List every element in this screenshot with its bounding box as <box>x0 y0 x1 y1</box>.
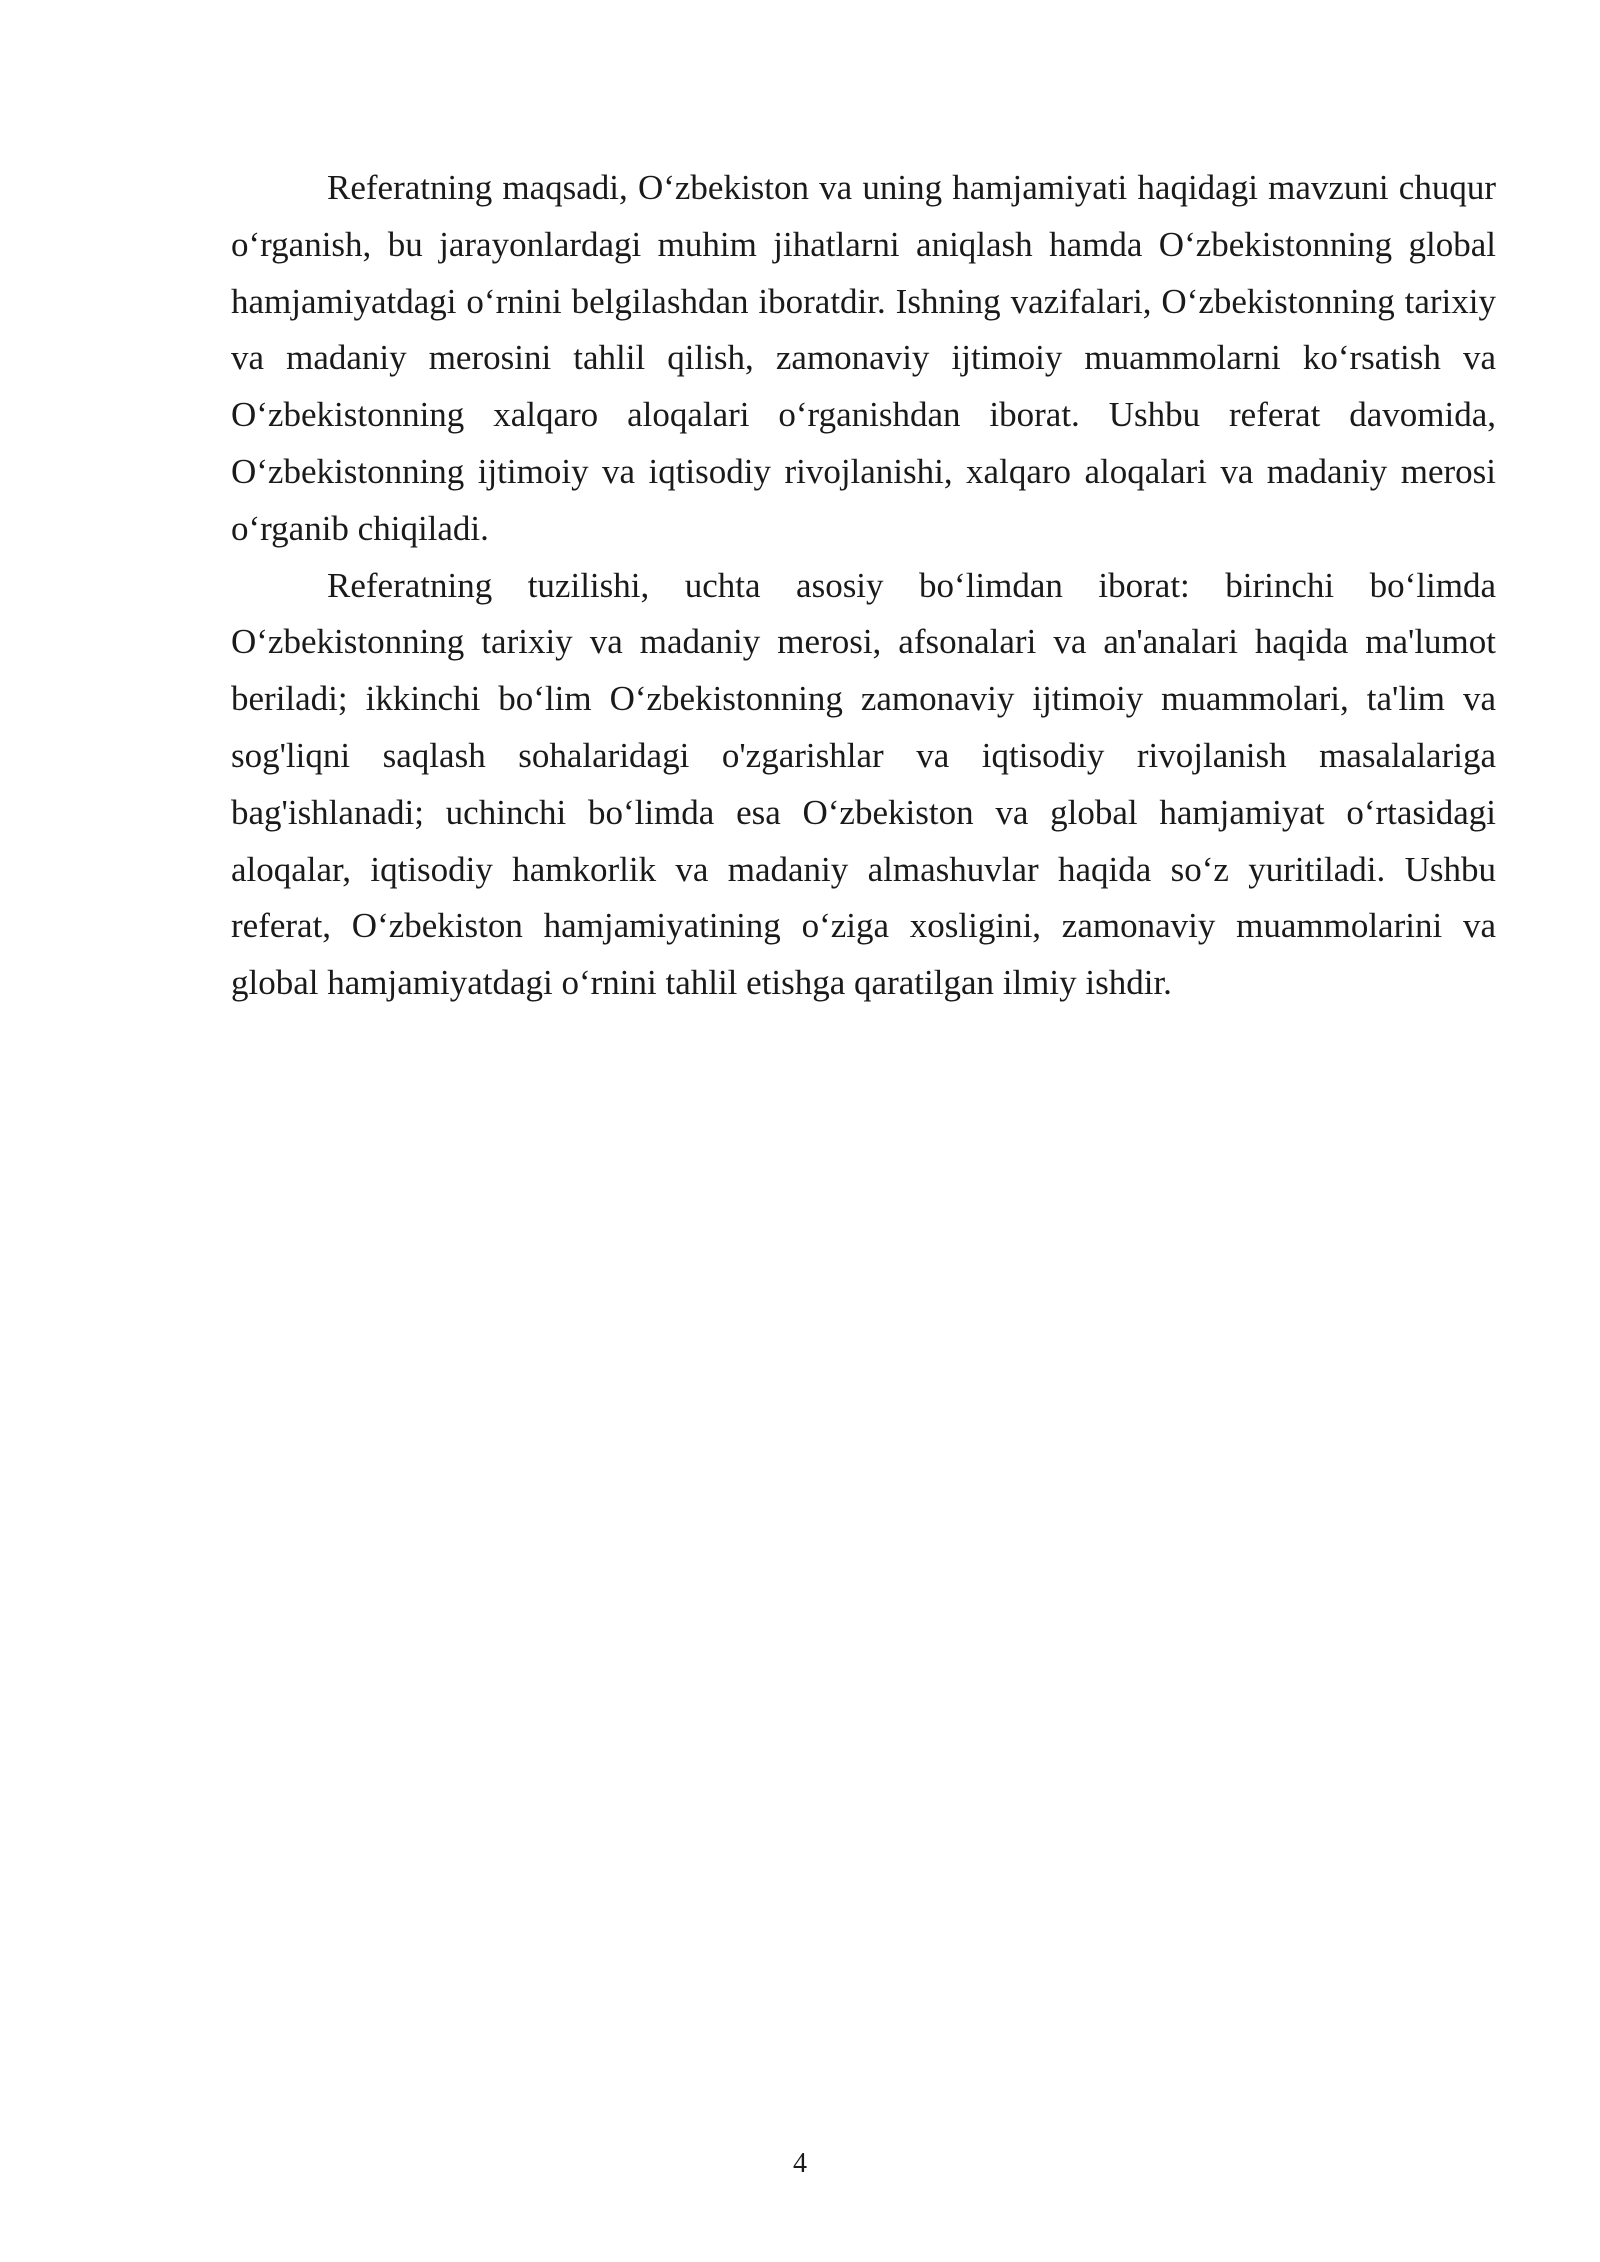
paragraph-structure: Referatning tuzilishi, uchta asosiy bo‘limdan iborat: birinchi bo‘limda O‘zbekistonning tarixiy va madaniy merosi, afsonalari va an'analari haqida ma'lumot beriladi; ikkinchi bo‘lim O‘zbekistonning zamonaviy ijtimoiy muammolari, ta'lim va sog'liqni saqlash sohalaridagi o'zgarishlar va iqtisodiy rivojlanish masalalariga bag'ishlanadi; uchinchi bo‘limda esa O‘zbekiston va global hamjamiyat o‘rtasidagi aloqalar, iqtisodiy hamkorlik va madaniy almashuvlar haqida so‘z yuritiladi. Ushbu referat, O‘zbekiston hamjamiyatining o‘ziga xosligini, zamonaviy muammolarini va global hamjamiyatdagi o‘rnini tahlil etishga qaratilgan ilmiy ishdir. <box>231 565 1496 1003</box>
paragraph-purpose: Referatning maqsadi, O‘zbekiston va uning hamjamiyati haqidagi mavzuni chuqur o‘rganish, bu jarayonlardagi muhim jihatlarni aniqlash hamda O‘zbekistonning global hamjamiyatdagi o‘rnini belgilashdan iboratdir. Ishning vazifalari, O‘zbekistonning tarixiy va madaniy merosini tahlil qilish, zamonaviy ijtimoiy muammolarni ko‘rsatish va O‘zbekistonning xalqaro aloqalari o‘rganishdan iborat. Ushbu referat davomida, O‘zbekistonning ijtimoiy va iqtisodiy rivojlanishi, xalqaro aloqalari va madaniy merosi o‘rganib chiqiladi. <box>231 168 1496 548</box>
page-number: 4 <box>793 2148 807 2179</box>
body-text <box>231 160 1496 1012</box>
